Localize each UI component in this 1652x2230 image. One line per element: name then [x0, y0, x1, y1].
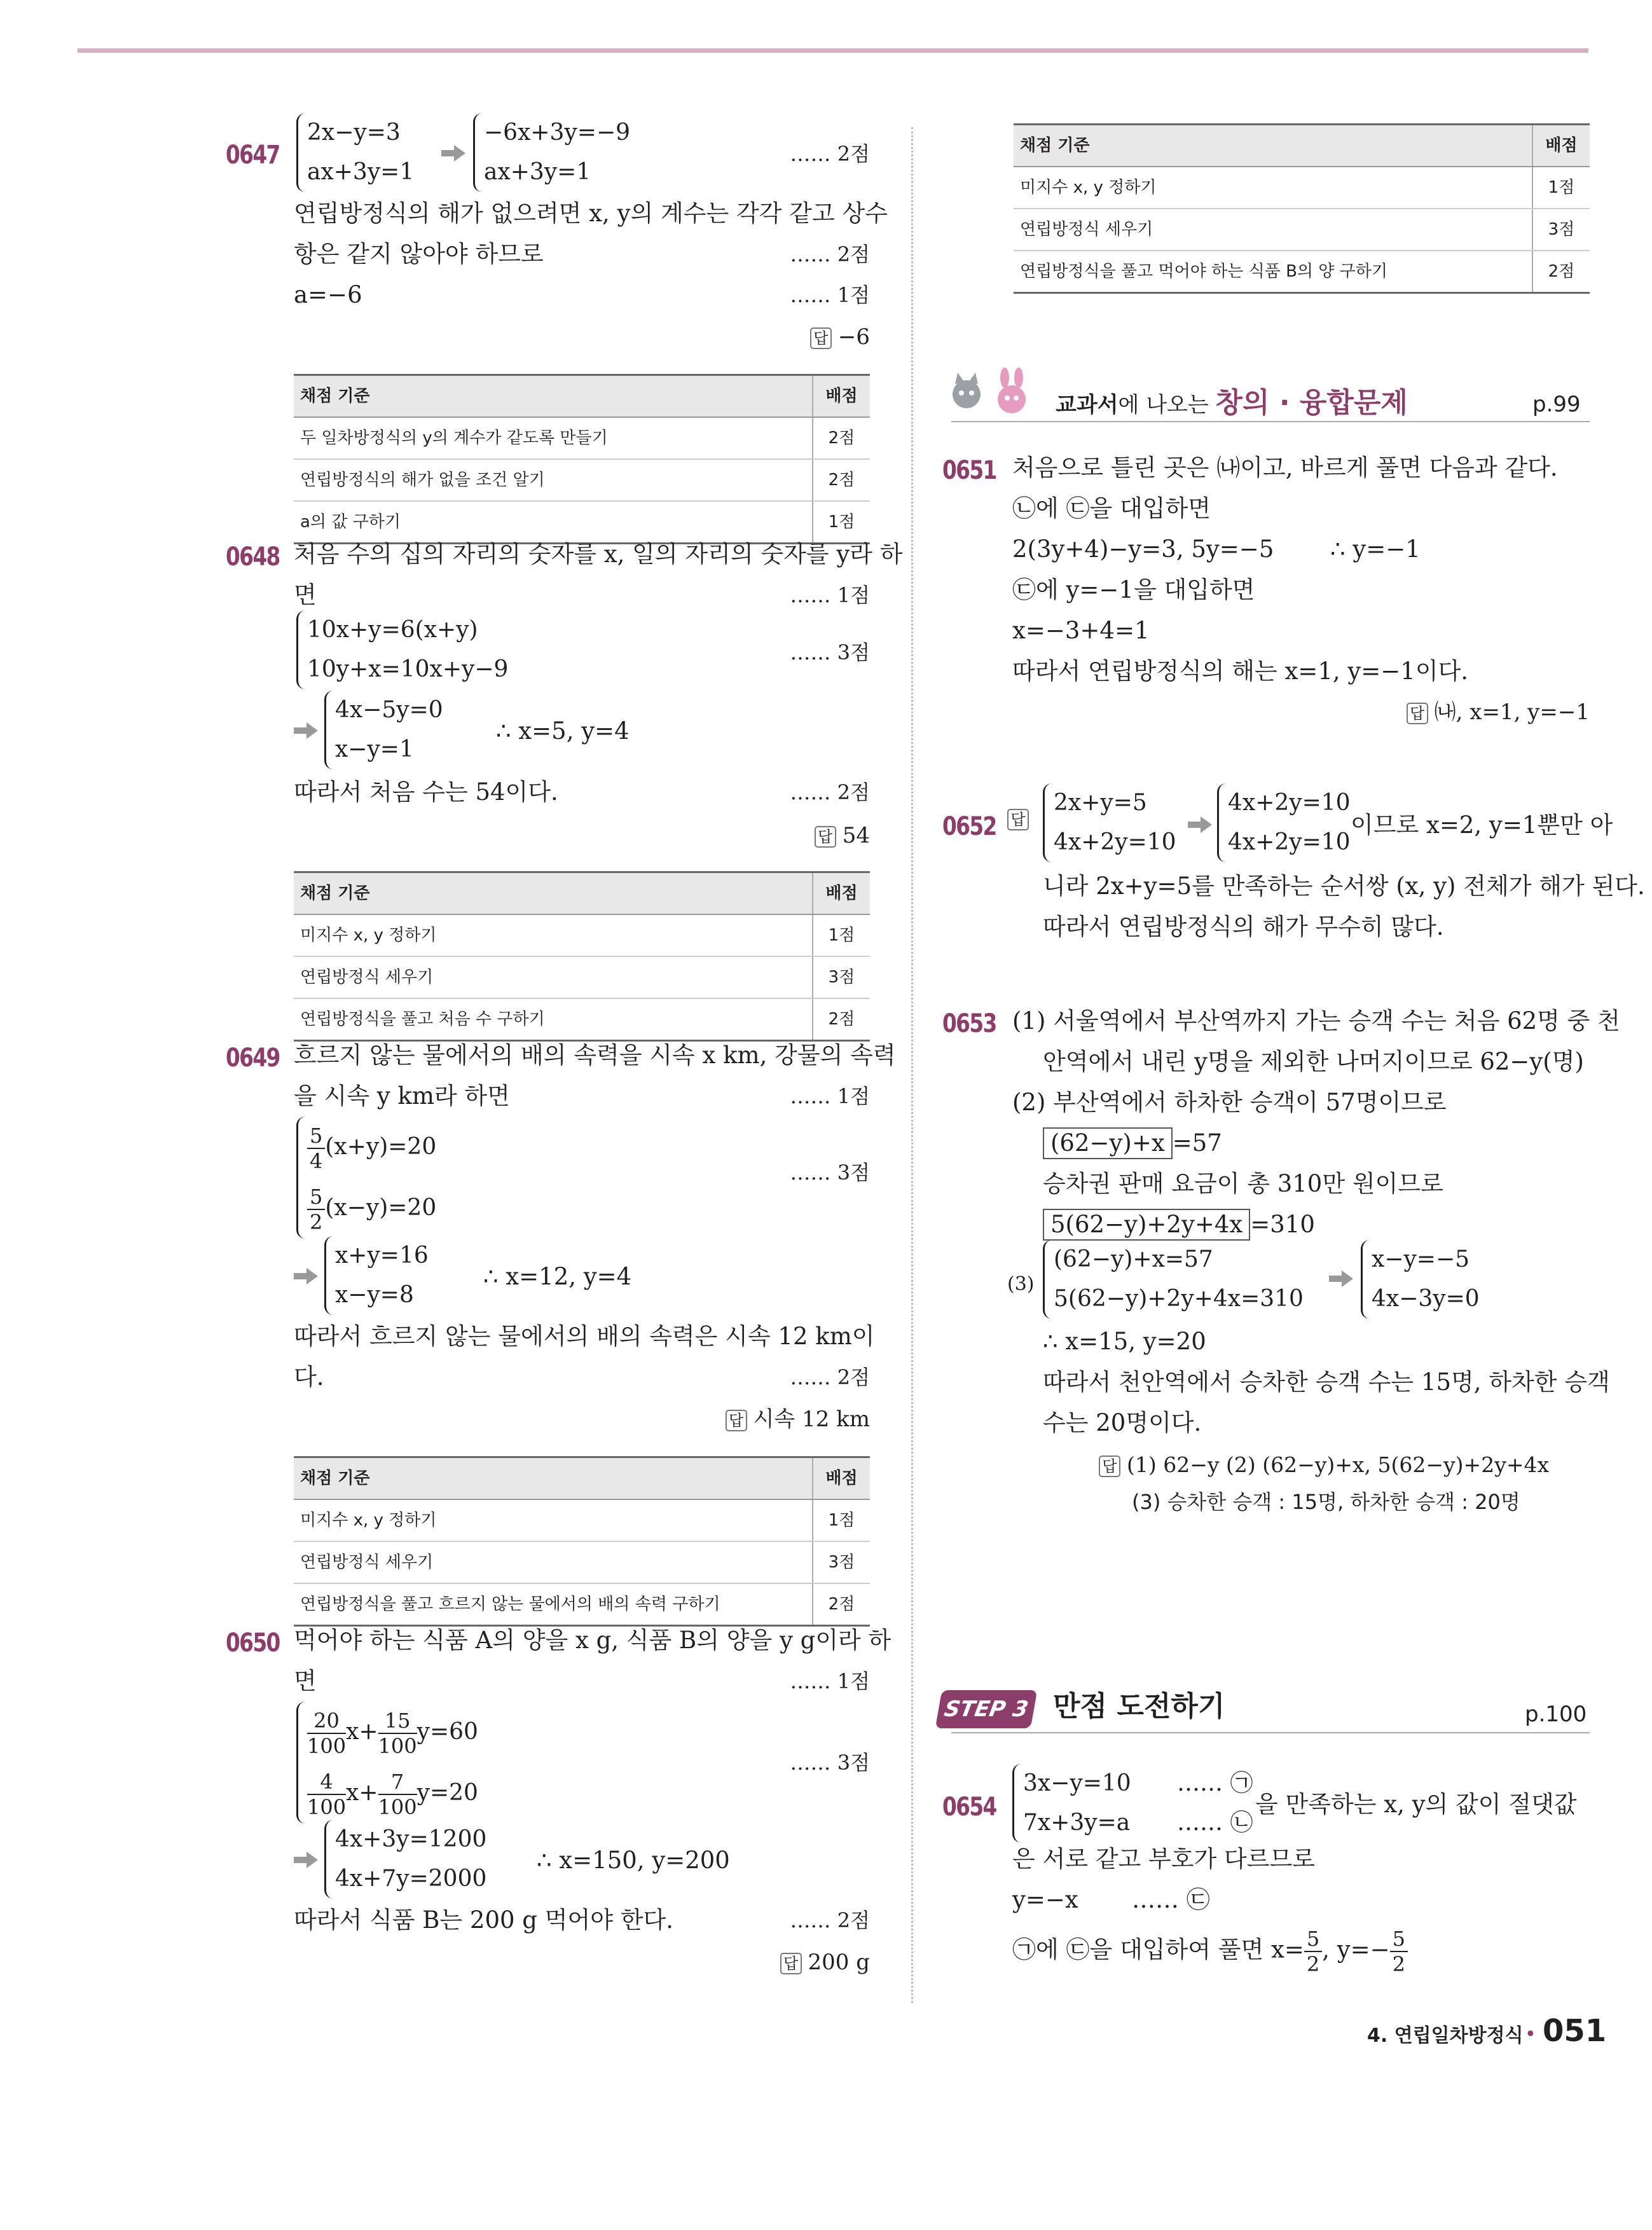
answer-icon: 답: [780, 1953, 802, 1974]
text-line: …… ㉢: [1132, 1886, 1210, 1913]
text-line: 면: [294, 581, 317, 609]
score-mark: …… 3점: [790, 1751, 870, 1775]
text-line: (2) 부산역에서 하차한 승객이 57명이므로: [1012, 1089, 1447, 1116]
result: ∴ x=15, y=20: [1043, 1328, 1206, 1355]
problem-number: 0651: [942, 456, 996, 485]
text-line: 따라서 흐르지 않는 물에서의 배의 속력은 시속 12 km이: [294, 1323, 875, 1350]
score-mark: …… 2점: [790, 142, 870, 166]
arrow-icon: [294, 1268, 319, 1284]
result: ∴ x=5, y=4: [496, 717, 630, 745]
text-line: ㉢에 y=−1을 대입하면: [1012, 576, 1255, 603]
problem-number: 0653: [942, 1009, 996, 1038]
equation-system: 2x−y=3 ax+3y=1: [296, 113, 414, 192]
equation-system: $\frac{5}{4}$ (x+y)=20 $\frac{5}{2}$ (x−y)=20: [296, 1117, 436, 1239]
table-row: 연립방정식을 풀고 흐르지 않는 물에서의 배의 속력 구하기 2점: [294, 1583, 870, 1626]
score-mark: …… 2점: [790, 1908, 870, 1932]
score-mark: …… 1점: [790, 583, 870, 607]
text-line: y=−x: [1012, 1886, 1078, 1913]
rabbit-icon: [992, 368, 1043, 425]
answer-icon: 답: [726, 1410, 747, 1431]
score-mark: …… 2점: [790, 242, 870, 266]
problem-number: 0648: [226, 542, 280, 572]
answer: 답 −6: [738, 317, 870, 357]
table-row: 연립방정식 세우기 3점: [1014, 209, 1590, 251]
text-line: 따라서 연립방정식의 해가 무수히 많다.: [1043, 913, 1444, 940]
text-line: ∴ y=−1: [1330, 535, 1421, 563]
answer-icon: 답: [810, 327, 832, 349]
equation-system: 4x+3y=1200 4x+7y=2000: [324, 1820, 486, 1899]
equation-system: 2x+y=5 4x+2y=10: [1043, 783, 1176, 862]
equation-system: −6x+3y=−9 ax+3y=1: [473, 113, 630, 192]
table-row: 미지수 x, y 정하기 1점: [294, 914, 870, 956]
equation-system: x+y=16 x−y=8: [324, 1236, 429, 1315]
table-row: 연립방정식 세우기 3점: [294, 956, 870, 998]
page-number: 051: [1543, 2013, 1607, 2049]
text-line: 승차권 판매 요금이 총 310만 원이므로: [1043, 1170, 1443, 1197]
arrow-icon: [441, 145, 467, 162]
result: ∴ x=150, y=200: [537, 1847, 730, 1874]
answer: 답 ㈏, x=1, y=−1: [1323, 692, 1590, 733]
arrow-icon: [294, 722, 319, 739]
problem-number: 0650: [226, 1628, 280, 1658]
table-row: 미지수 x, y 정하기 1점: [294, 1499, 870, 1541]
answer-icon: 답: [1407, 703, 1428, 724]
text-line: 따라서 처음 수는 54이다.: [294, 778, 558, 806]
text-line: 처음으로 틀린 곳은 ㈏이고, 바르게 풀면 다음과 같다.: [1012, 454, 1558, 481]
problem-number: 0647: [226, 141, 280, 170]
answer-icon: 답: [1099, 1456, 1120, 1477]
table-row: 두 일차방정식의 y의 계수가 같도록 만들기 2점: [294, 417, 870, 459]
equation-system: 10x+y=6(x+y) 10y+x=10x+y−9: [296, 610, 508, 689]
text-line: 연립방정식의 해가 없으려면 x, y의 계수는 각각 같고 상수: [294, 200, 888, 227]
text-line: 흐르지 않는 물에서의 배의 속력을 시속 x km, 강물의 속력: [294, 1042, 896, 1069]
answer: 답 54: [738, 815, 870, 856]
text-line: a=−6: [294, 281, 362, 308]
problem-number: 0652: [942, 812, 996, 841]
text-line: 은 서로 같고 부호가 다르므로: [1012, 1845, 1315, 1873]
table-row: 연립방정식을 풀고 먹어야 하는 식품 B의 양 구하기 2점: [1014, 251, 1590, 293]
score-mark: …… 2점: [790, 780, 870, 804]
table-row: a의 값 구하기 1점: [294, 501, 870, 544]
text-line: 을 시속 y km라 하면: [294, 1082, 510, 1110]
answer: 답 200 g: [699, 1942, 870, 1983]
table-row: 연립방정식을 풀고 처음 수 구하기 2점: [294, 998, 870, 1041]
answer-icon: 답: [815, 826, 836, 848]
score-mark: …… 2점: [790, 1365, 870, 1389]
page-ref: p.100: [1525, 1702, 1587, 1727]
equation-system: 4x+2y=10 4x+2y=10: [1217, 783, 1351, 862]
text-line: 안역에서 내린 y명을 제외한 나머지이므로 62−y(명): [1043, 1048, 1584, 1075]
text-line: 다.: [294, 1363, 324, 1391]
page-ref: p.99: [1532, 392, 1581, 417]
text-line: 면: [294, 1667, 317, 1695]
problem-number: 0654: [942, 1793, 996, 1822]
arrow-icon: [1188, 816, 1213, 833]
arrow-icon: [1329, 1270, 1354, 1287]
text-line: x=−3+4=1: [1012, 617, 1150, 644]
text-line: ㉡에 ㉢을 대입하면: [1012, 495, 1211, 522]
equation-line: 5(62−y)+2y+4x =310: [1043, 1204, 1315, 1245]
answer: 답 (1) 62−y (2) (62−y)+x, 5(62−y)+2y+4x: [1099, 1445, 1549, 1485]
table-row: 연립방정식의 해가 없을 조건 알기 2점: [294, 459, 870, 501]
equation-system: 4x−5y=0 x−y=1: [324, 691, 443, 769]
result: ∴ x=12, y=4: [483, 1263, 632, 1290]
table-row: 미지수 x, y 정하기 1점: [1014, 167, 1590, 209]
table-row: 연립방정식 세우기 3점: [294, 1541, 870, 1583]
score-mark: …… 3점: [790, 640, 870, 664]
text-line: 2(3y+4)−y=3, 5y=−5: [1012, 535, 1274, 563]
text-line: 먹어야 하는 식품 A의 양을 x g, 식품 B의 양을 y g이라 하: [294, 1627, 891, 1654]
score-mark: …… 3점: [790, 1160, 870, 1185]
step-badge-icon: STEP 3: [935, 1690, 1038, 1728]
score-mark: …… 1점: [790, 283, 870, 307]
score-mark: …… 1점: [790, 1084, 870, 1108]
text-line: 이므로 x=2, y=1뿐만 아: [1351, 811, 1613, 839]
answer: 답 시속 12 km: [674, 1399, 870, 1440]
text-line: 니라 2x+y=5를 만족하는 순서쌍 (x, y) 전체가 해가 된다.: [1043, 872, 1645, 900]
top-rule: [78, 48, 1588, 53]
text-line: ㉠에 ㉢을 대입하여 풀면 x= $\frac{5}{2}$ , y=− $\frac{5}{2}$: [1012, 1927, 1408, 1976]
equation-system: x−y=−5 4x−3y=0: [1361, 1240, 1480, 1319]
answer-cont: (3) 승차한 승객 : 15명, 하차한 승객 : 20명: [1132, 1490, 1520, 1514]
equation-system: 3x−y=10 …… ㉠ 7x+3y=a …… ㉡: [1012, 1764, 1131, 1843]
text-line: (1) 서울역에서 부산역까지 가는 승객 수는 처음 62명 중 천: [1012, 1007, 1620, 1035]
text-line: 따라서 연립방정식의 해는 x=1, y=−1이다.: [1012, 657, 1469, 685]
text-line: 수는 20명이다.: [1043, 1409, 1202, 1436]
equation-system: $\frac{20}{100}$ x+ $\frac{15}{100}$ y=60 $\frac{4}{100}$ x+ $\frac{7}{100}$ y=20: [296, 1702, 478, 1824]
grading-table: 채점 기준 배점 미지수 x, y 정하기 1점 연립방정식 세우기 3점 연립방정식을 풀고 처음 수 구하기 2점: [294, 871, 870, 1042]
text-line: 처음 수의 십의 자리의 숫자를 x, 일의 자리의 숫자를 y라 하: [294, 540, 903, 568]
grading-table: 채점 기준 배점 두 일차방정식의 y의 계수가 같도록 만들기 2점 연립방정식의 해가 없을 조건 알기 2점 a의 값 구하기 1점: [294, 374, 870, 544]
problem-number: 0649: [226, 1043, 280, 1073]
arrow-icon: [294, 1852, 319, 1868]
text-line: 따라서 식품 B는 200 g 먹어야 한다.: [294, 1906, 673, 1934]
text-line: 따라서 천안역에서 승차한 승객 수는 15명, 하차한 승객: [1043, 1368, 1610, 1396]
grading-table: 채점 기준 배점 미지수 x, y 정하기 1점 연립방정식 세우기 3점 연립방정식을 풀고 흐르지 않는 물에서의 배의 속력 구하기 2점: [294, 1456, 870, 1627]
equation-system: (62−y)+x=57 5(62−y)+2y+4x=310: [1043, 1240, 1304, 1319]
grading-table-0650: 채점 기준 배점 미지수 x, y 정하기 1점 연립방정식 세우기 3점 연립방정식을 풀고 먹어야 하는 식품 B의 양 구하기 2점: [1014, 123, 1590, 294]
column-divider: [911, 127, 913, 2003]
equation-line: (62−y)+x =57: [1043, 1123, 1222, 1164]
text-line: 항은 같지 않아야 하므로: [294, 240, 544, 268]
text-line: 을 만족하는 x, y의 값이 절댓값: [1255, 1791, 1577, 1818]
answer-icon: 답: [1007, 809, 1029, 830]
score-mark: …… 1점: [790, 1669, 870, 1693]
